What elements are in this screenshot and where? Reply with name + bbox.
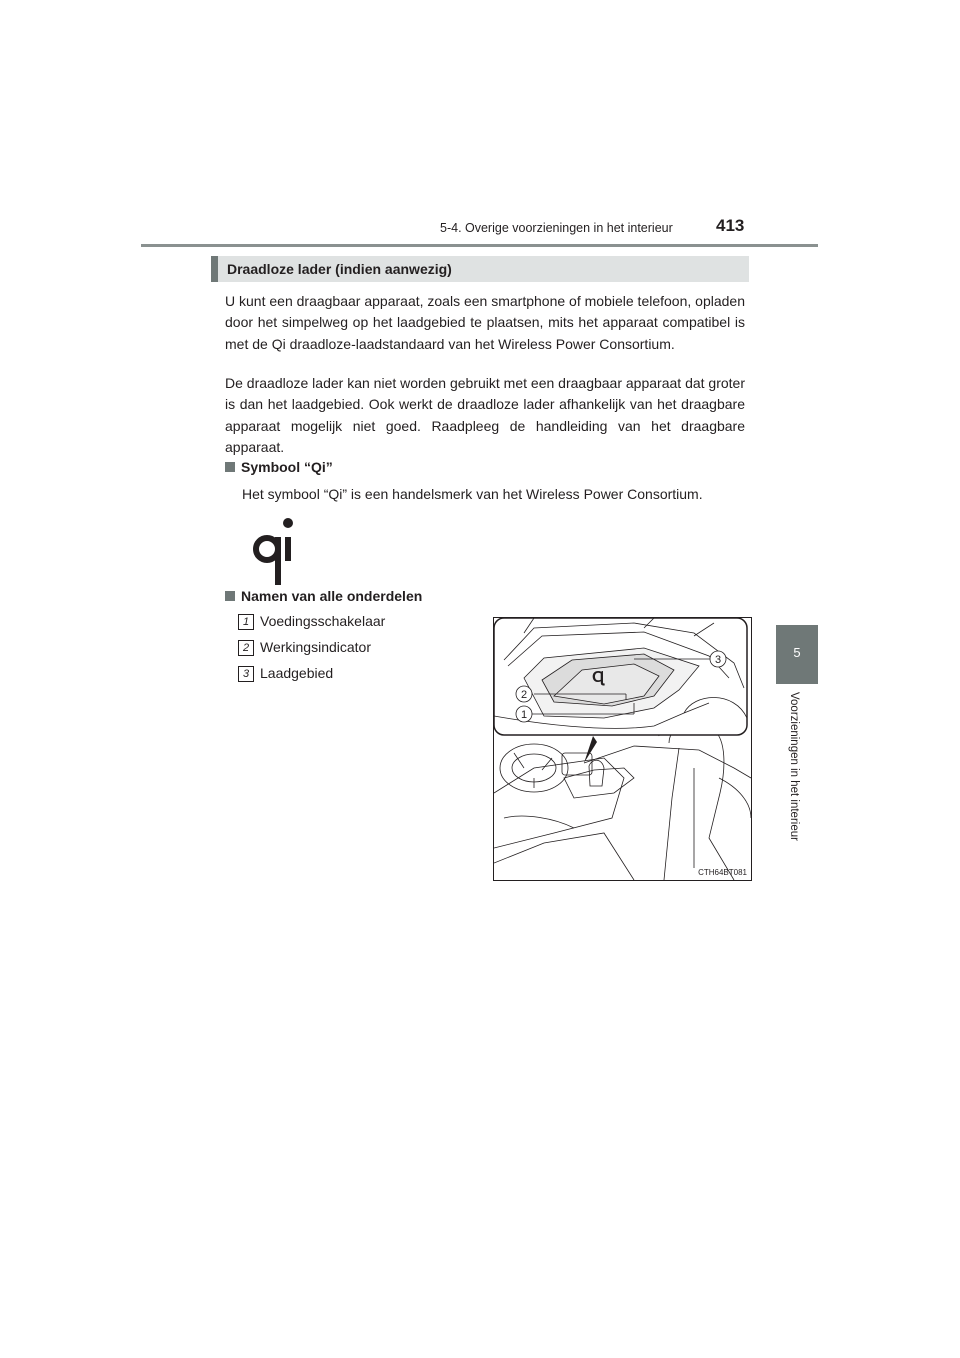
part-number: 1 [238, 614, 254, 630]
square-bullet-icon [225, 462, 235, 472]
section-title-accent [211, 256, 218, 282]
callout-3: 3 [714, 654, 722, 666]
wireless-charger-illustration [493, 617, 752, 881]
parts-heading [225, 588, 422, 604]
part-number: 2 [238, 640, 254, 656]
square-bullet-icon [225, 591, 235, 601]
charger-qi-glyph: Ɋ [592, 669, 605, 686]
chapter-tab-number: 5 [793, 645, 801, 660]
part-label: Werkingsindicator [260, 639, 372, 655]
part-label: Voedingsschakelaar [260, 613, 386, 629]
qi-symbol-heading-text: Symbool “Qi” [241, 459, 333, 475]
section-title-bar [211, 256, 749, 282]
interior-line-art [494, 713, 751, 880]
chapter-tab [776, 625, 818, 684]
part-number: 3 [238, 666, 254, 682]
paragraph-limitations: De draadloze lader kan niet worden gebruikt met een draagbaar apparaat dat groter is dan het laadgebied. Ook werkt de draadloze lader afhankelijk van het draagbare apparaat mogelijk niet goed. Raadpleeg de handleiding van het draagbare apparaat. [225, 375, 745, 455]
chapter-tab-text: Voorzieningen in het interieur [788, 692, 800, 841]
page-number: 413 [716, 216, 745, 235]
callout-2: 2 [520, 689, 528, 701]
header-section-title: 5-4. Overige voorzieningen in het interieur [440, 221, 673, 235]
figure-code: CTH64BT081 [698, 868, 747, 877]
qi-symbol-text: Het symbool “Qi” is een handelsmerk van het Wireless Power Consortium. [242, 486, 703, 502]
qi-logo-icon [252, 515, 296, 587]
callout-1: 1 [520, 709, 528, 721]
paragraph-intro: U kunt een draagbaar apparaat, zoals een smartphone of mobiele telefoon, opladen door het simpelweg op het laadgebied te plaatsen, mits het apparaat compatibel is met de Qi draadloze-laadstandaard van het Wireless Power Consortium. [225, 293, 745, 352]
header-rule [141, 244, 818, 247]
qi-symbol-heading [225, 459, 333, 475]
section-title: Draadloze lader (indien aanwezig) [227, 261, 452, 277]
part-label: Laadgebied [260, 665, 334, 681]
parts-heading-text: Namen van alle onderdelen [241, 588, 423, 604]
